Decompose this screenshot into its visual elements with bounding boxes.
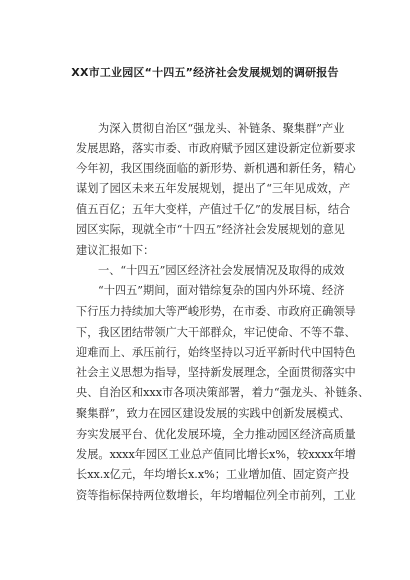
paragraph-line: 建议汇报如下：: [76, 244, 155, 257]
section-heading: 一、“十四五”园区经济社会发展情况及取得的成效: [98, 264, 345, 277]
document-title: XX市工业园区“十四五”经济社会发展规划的调研报告: [71, 66, 339, 79]
paragraph-line: 聚集群”，致力在园区建设发展的实践中创新发展模式、: [76, 407, 351, 420]
paragraph-line: 长xx.x亿元，年均增长x.x%；工业增加值、固定资产投: [76, 468, 350, 481]
paragraph-line: 夯实发展平台、优化发展环境，全力推动园区经济高质量: [76, 428, 356, 441]
paragraph-line: 央、自治区和xxx市各项决策部署，着力“强龙头、补链条、: [76, 386, 370, 399]
paragraph-line: 社会主义思想为指导，坚持新发展理念，全面贯彻落实中: [76, 366, 356, 379]
paragraph-line: “十四五”期间，面对错综复杂的国内外环境、经济: [98, 284, 345, 297]
paragraph-line: 为深入贯彻自治区“强龙头、补链条、聚集群”产业: [98, 122, 345, 135]
paragraph-line: 谋划了园区未来五年发展规划，提出了“三年见成效，产: [76, 182, 351, 195]
paragraph-line: 下，我区团结带领广大干部群众，牢记使命、不等不靠、: [76, 326, 356, 339]
paragraph-line: 园区实际，现就全市“十四五”经济社会发展规划的意见: [76, 223, 345, 236]
paragraph-line: 今年初，我区围绕面临的新形势、新机遇和新任务，精心: [76, 162, 356, 175]
paragraph-line: 发展。xxxx年园区工业总产值同比增长x%，较xxxx年增: [76, 448, 356, 461]
paragraph-line: 资等指标保持两位数增长，年均增幅位列全市前列，工业: [76, 489, 356, 502]
paragraph-line: 发展思路，落实市委、市政府赋予园区建设新定位新要求: [76, 142, 356, 155]
paragraph-line: 迎难而上、承压前行，始终坚持以习近平新时代中国特色: [76, 346, 356, 359]
paragraph-line: 下行压力持续加大等严峻形势，在市委、市政府正确领导: [76, 305, 356, 318]
paragraph-line: 值五百亿；五年大变样，产值过千亿”的发展目标，结合: [76, 203, 351, 216]
